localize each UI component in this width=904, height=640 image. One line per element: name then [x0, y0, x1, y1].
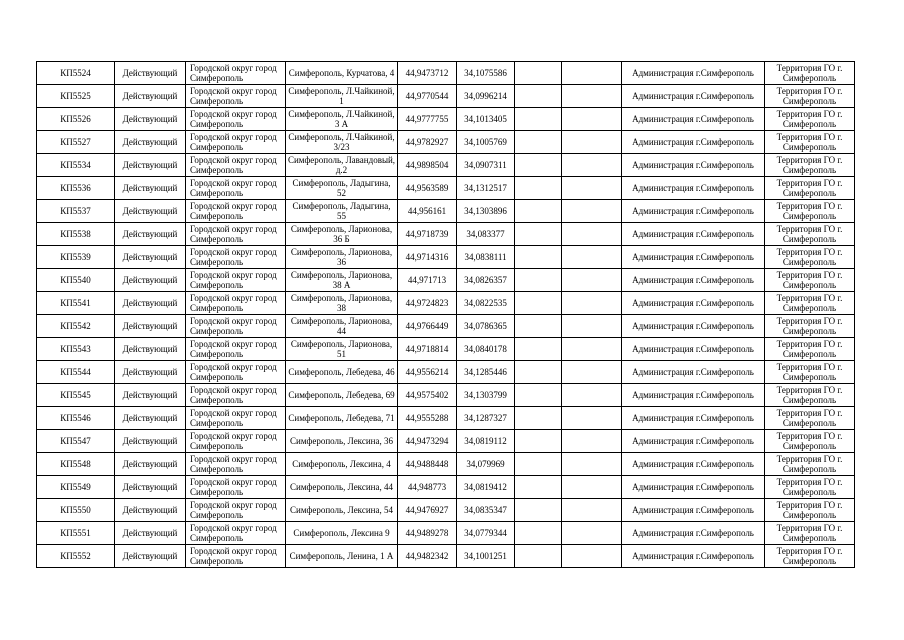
empty-cell [515, 200, 562, 223]
empty-cell [515, 85, 562, 108]
empty-cell [515, 246, 562, 269]
address-cell: Симферополь, Лексина, 4 [286, 453, 398, 476]
empty-cell [515, 476, 562, 499]
latitude-cell: 44,9770544 [398, 85, 457, 108]
latitude-cell: 44,9473294 [398, 430, 457, 453]
status-cell: Действующий [115, 522, 186, 545]
table-row [37, 131, 855, 154]
empty-cell [515, 131, 562, 154]
point-id-cell: КП5536 [37, 177, 115, 200]
table-row [37, 430, 855, 453]
empty-cell [515, 338, 562, 361]
empty-cell [515, 177, 562, 200]
point-id-cell: КП5537 [37, 200, 115, 223]
latitude-cell: 44,9556214 [398, 361, 457, 384]
point-id-cell: КП5524 [37, 62, 115, 85]
empty-cell [562, 292, 622, 315]
empty-cell [562, 108, 622, 131]
table-row [37, 269, 855, 292]
district-cell: Городской округ город Симферополь [186, 223, 286, 246]
point-id-cell: КП5550 [37, 499, 115, 522]
point-id-cell: КП5527 [37, 131, 115, 154]
table-row [37, 476, 855, 499]
table-row [37, 108, 855, 131]
address-cell: Симферополь, Ларионова, 38 [286, 292, 398, 315]
empty-cell [515, 407, 562, 430]
status-cell: Действующий [115, 545, 186, 568]
address-cell: Симферополь, Ладыгина, 52 [286, 177, 398, 200]
district-cell: Городской округ город Симферополь [186, 545, 286, 568]
longitude-cell: 34,0838111 [457, 246, 515, 269]
table-row [37, 338, 855, 361]
empty-cell [515, 453, 562, 476]
empty-cell [515, 154, 562, 177]
owner-cell: Администрация г.Симферополь [622, 246, 765, 269]
owner-cell: Администрация г.Симферополь [622, 499, 765, 522]
table-row [37, 499, 855, 522]
empty-cell [515, 292, 562, 315]
latitude-cell: 44,9718814 [398, 338, 457, 361]
longitude-cell: 34,1001251 [457, 545, 515, 568]
empty-cell [562, 453, 622, 476]
point-id-cell: КП5548 [37, 453, 115, 476]
district-cell: Городской округ город Симферополь [186, 407, 286, 430]
address-cell: Симферополь, Лебедева, 69 [286, 384, 398, 407]
longitude-cell: 34,1285446 [457, 361, 515, 384]
status-cell: Действующий [115, 154, 186, 177]
empty-cell [562, 407, 622, 430]
district-cell: Городской округ город Симферополь [186, 361, 286, 384]
status-cell: Действующий [115, 499, 186, 522]
latitude-cell: 44,971713 [398, 269, 457, 292]
territory-cell: Территория ГО г. Симферополь [765, 545, 855, 568]
district-cell: Городской округ город Симферополь [186, 62, 286, 85]
territory-cell: Территория ГО г. Симферополь [765, 85, 855, 108]
district-cell: Городской округ город Симферополь [186, 315, 286, 338]
territory-cell: Территория ГО г. Симферополь [765, 315, 855, 338]
address-cell: Симферополь, Курчатова, 4 [286, 62, 398, 85]
district-cell: Городской округ город Симферополь [186, 177, 286, 200]
empty-cell [562, 62, 622, 85]
table-row [37, 200, 855, 223]
status-cell: Действующий [115, 131, 186, 154]
territory-cell: Территория ГО г. Симферополь [765, 292, 855, 315]
address-cell: Симферополь, Лексина, 54 [286, 499, 398, 522]
territory-cell: Территория ГО г. Симферополь [765, 62, 855, 85]
table-body [37, 62, 855, 568]
address-cell: Симферополь, Лексина 9 [286, 522, 398, 545]
district-cell: Городской округ город Симферополь [186, 338, 286, 361]
status-cell: Действующий [115, 177, 186, 200]
longitude-cell: 34,0786365 [457, 315, 515, 338]
longitude-cell: 34,079969 [457, 453, 515, 476]
latitude-cell: 44,9724823 [398, 292, 457, 315]
longitude-cell: 34,0996214 [457, 85, 515, 108]
longitude-cell: 34,1312517 [457, 177, 515, 200]
district-cell: Городской округ город Симферополь [186, 269, 286, 292]
owner-cell: Администрация г.Симферополь [622, 108, 765, 131]
point-id-cell: КП5526 [37, 108, 115, 131]
district-cell: Городской округ город Симферополь [186, 292, 286, 315]
latitude-cell: 44,9473712 [398, 62, 457, 85]
point-id-cell: КП5551 [37, 522, 115, 545]
empty-cell [562, 361, 622, 384]
address-cell: Симферополь, Ларионова, 38 А [286, 269, 398, 292]
empty-cell [515, 62, 562, 85]
table-row [37, 361, 855, 384]
address-cell: Симферополь, Л.Чайкиной, 3 А [286, 108, 398, 131]
address-cell: Симферополь, Лебедева, 46 [286, 361, 398, 384]
territory-cell: Территория ГО г. Симферополь [765, 476, 855, 499]
empty-cell [562, 430, 622, 453]
table-row [37, 154, 855, 177]
address-cell: Симферополь, Ларионова, 51 [286, 338, 398, 361]
table-row [37, 62, 855, 85]
point-id-cell: КП5534 [37, 154, 115, 177]
status-cell: Действующий [115, 269, 186, 292]
address-cell: Симферополь, Лавандовый, д.2 [286, 154, 398, 177]
territory-cell: Территория ГО г. Симферополь [765, 499, 855, 522]
empty-cell [562, 200, 622, 223]
longitude-cell: 34,0840178 [457, 338, 515, 361]
empty-cell [515, 269, 562, 292]
empty-cell [515, 545, 562, 568]
point-id-cell: КП5549 [37, 476, 115, 499]
table-row [37, 292, 855, 315]
longitude-cell: 34,083377 [457, 223, 515, 246]
status-cell: Действующий [115, 85, 186, 108]
district-cell: Городской округ город Симферополь [186, 108, 286, 131]
empty-cell [515, 223, 562, 246]
empty-cell [562, 476, 622, 499]
district-cell: Городской округ город Симферополь [186, 384, 286, 407]
address-cell: Симферополь, Ладыгина, 55 [286, 200, 398, 223]
address-cell: Симферополь, Лексина, 44 [286, 476, 398, 499]
empty-cell [562, 269, 622, 292]
table-row [37, 407, 855, 430]
table-row [37, 177, 855, 200]
district-cell: Городской округ город Симферополь [186, 200, 286, 223]
owner-cell: Администрация г.Симферополь [622, 338, 765, 361]
latitude-cell: 44,9898504 [398, 154, 457, 177]
owner-cell: Администрация г.Симферополь [622, 315, 765, 338]
district-cell: Городской округ город Симферополь [186, 522, 286, 545]
owner-cell: Администрация г.Симферополь [622, 177, 765, 200]
point-id-cell: КП5539 [37, 246, 115, 269]
status-cell: Действующий [115, 407, 186, 430]
point-id-cell: КП5546 [37, 407, 115, 430]
latitude-cell: 44,9714316 [398, 246, 457, 269]
empty-cell [515, 315, 562, 338]
latitude-cell: 44,9766449 [398, 315, 457, 338]
point-id-cell: КП5541 [37, 292, 115, 315]
point-id-cell: КП5540 [37, 269, 115, 292]
status-cell: Действующий [115, 292, 186, 315]
table-row [37, 315, 855, 338]
territory-cell: Территория ГО г. Симферополь [765, 384, 855, 407]
status-cell: Действующий [115, 361, 186, 384]
address-cell: Симферополь, Ларионова, 44 [286, 315, 398, 338]
empty-cell [562, 315, 622, 338]
address-cell: Симферополь, Л.Чайкиной, 3/23 [286, 131, 398, 154]
owner-cell: Администрация г.Симферополь [622, 62, 765, 85]
latitude-cell: 44,956161 [398, 200, 457, 223]
territory-cell: Территория ГО г. Симферополь [765, 407, 855, 430]
status-cell: Действующий [115, 62, 186, 85]
owner-cell: Администрация г.Симферополь [622, 407, 765, 430]
district-cell: Городской округ город Симферополь [186, 430, 286, 453]
longitude-cell: 34,1005769 [457, 131, 515, 154]
status-cell: Действующий [115, 315, 186, 338]
empty-cell [562, 545, 622, 568]
empty-cell [515, 361, 562, 384]
point-id-cell: КП5552 [37, 545, 115, 568]
territory-cell: Территория ГО г. Симферополь [765, 246, 855, 269]
district-cell: Городской округ город Симферополь [186, 131, 286, 154]
address-cell: Симферополь, Л.Чайкиной, 1 [286, 85, 398, 108]
point-id-cell: КП5538 [37, 223, 115, 246]
status-cell: Действующий [115, 338, 186, 361]
table-row [37, 85, 855, 108]
empty-cell [515, 108, 562, 131]
empty-cell [562, 338, 622, 361]
table-row [37, 453, 855, 476]
owner-cell: Администрация г.Симферополь [622, 292, 765, 315]
table-row [37, 545, 855, 568]
status-cell: Действующий [115, 223, 186, 246]
empty-cell [562, 384, 622, 407]
owner-cell: Администрация г.Симферополь [622, 223, 765, 246]
empty-cell [562, 223, 622, 246]
empty-cell [562, 499, 622, 522]
empty-cell [515, 499, 562, 522]
territory-cell: Территория ГО г. Симферополь [765, 131, 855, 154]
latitude-cell: 44,9555288 [398, 407, 457, 430]
point-id-cell: КП5542 [37, 315, 115, 338]
territory-cell: Территория ГО г. Симферополь [765, 177, 855, 200]
longitude-cell: 34,1075586 [457, 62, 515, 85]
latitude-cell: 44,9782927 [398, 131, 457, 154]
owner-cell: Администрация г.Симферополь [622, 131, 765, 154]
district-cell: Городской округ город Симферополь [186, 246, 286, 269]
empty-cell [562, 154, 622, 177]
table-row [37, 384, 855, 407]
territory-cell: Территория ГО г. Симферополь [765, 338, 855, 361]
longitude-cell: 34,0819112 [457, 430, 515, 453]
territory-cell: Территория ГО г. Симферополь [765, 154, 855, 177]
owner-cell: Администрация г.Симферополь [622, 361, 765, 384]
owner-cell: Администрация г.Симферополь [622, 476, 765, 499]
table-row [37, 246, 855, 269]
territory-cell: Территория ГО г. Симферополь [765, 522, 855, 545]
empty-cell [562, 131, 622, 154]
point-id-cell: КП5543 [37, 338, 115, 361]
latitude-cell: 44,9563589 [398, 177, 457, 200]
empty-cell [562, 177, 622, 200]
owner-cell: Администрация г.Симферополь [622, 453, 765, 476]
territory-cell: Территория ГО г. Симферополь [765, 453, 855, 476]
longitude-cell: 34,1303799 [457, 384, 515, 407]
owner-cell: Администрация г.Симферополь [622, 85, 765, 108]
longitude-cell: 34,1287327 [457, 407, 515, 430]
longitude-cell: 34,0819412 [457, 476, 515, 499]
status-cell: Действующий [115, 453, 186, 476]
district-cell: Городской округ город Симферополь [186, 85, 286, 108]
address-cell: Симферополь, Лексина, 36 [286, 430, 398, 453]
latitude-cell: 44,9777755 [398, 108, 457, 131]
owner-cell: Администрация г.Симферополь [622, 200, 765, 223]
status-cell: Действующий [115, 246, 186, 269]
territory-cell: Территория ГО г. Симферополь [765, 430, 855, 453]
address-cell: Симферополь, Ларионова, 36 [286, 246, 398, 269]
territory-cell: Территория ГО г. Симферополь [765, 361, 855, 384]
latitude-cell: 44,9482342 [398, 545, 457, 568]
table-row [37, 522, 855, 545]
point-id-cell: КП5525 [37, 85, 115, 108]
latitude-cell: 44,948773 [398, 476, 457, 499]
longitude-cell: 34,0822535 [457, 292, 515, 315]
point-id-cell: КП5545 [37, 384, 115, 407]
longitude-cell: 34,0779344 [457, 522, 515, 545]
address-cell: Симферополь, Лебедева, 71 [286, 407, 398, 430]
owner-cell: Администрация г.Симферополь [622, 545, 765, 568]
empty-cell [515, 430, 562, 453]
status-cell: Действующий [115, 200, 186, 223]
empty-cell [562, 85, 622, 108]
empty-cell [515, 522, 562, 545]
longitude-cell: 34,0826357 [457, 269, 515, 292]
empty-cell [562, 246, 622, 269]
address-cell: Симферополь, Ларионова, 36 Б [286, 223, 398, 246]
longitude-cell: 34,0907311 [457, 154, 515, 177]
status-cell: Действующий [115, 108, 186, 131]
address-cell: Симферополь, Ленина, 1 А [286, 545, 398, 568]
latitude-cell: 44,9488448 [398, 453, 457, 476]
status-cell: Действующий [115, 476, 186, 499]
empty-cell [515, 384, 562, 407]
status-cell: Действующий [115, 430, 186, 453]
table-row [37, 223, 855, 246]
point-id-cell: КП5547 [37, 430, 115, 453]
owner-cell: Администрация г.Симферополь [622, 269, 765, 292]
latitude-cell: 44,9718739 [398, 223, 457, 246]
district-cell: Городской округ город Симферополь [186, 453, 286, 476]
point-id-cell: КП5544 [37, 361, 115, 384]
longitude-cell: 34,1303896 [457, 200, 515, 223]
territory-cell: Территория ГО г. Симферополь [765, 223, 855, 246]
latitude-cell: 44,9489278 [398, 522, 457, 545]
owner-cell: Администрация г.Симферополь [622, 430, 765, 453]
longitude-cell: 34,1013405 [457, 108, 515, 131]
owner-cell: Администрация г.Симферополь [622, 384, 765, 407]
territory-cell: Территория ГО г. Симферополь [765, 269, 855, 292]
district-cell: Городской округ город Симферополь [186, 476, 286, 499]
status-cell: Действующий [115, 384, 186, 407]
territory-cell: Территория ГО г. Симферополь [765, 108, 855, 131]
owner-cell: Администрация г.Симферополь [622, 522, 765, 545]
latitude-cell: 44,9575402 [398, 384, 457, 407]
latitude-cell: 44,9476927 [398, 499, 457, 522]
district-cell: Городской округ город Симферополь [186, 154, 286, 177]
territory-cell: Территория ГО г. Симферополь [765, 200, 855, 223]
owner-cell: Администрация г.Симферополь [622, 154, 765, 177]
empty-cell [562, 522, 622, 545]
district-cell: Городской округ город Симферополь [186, 499, 286, 522]
data-table [36, 61, 855, 568]
longitude-cell: 34,0835347 [457, 499, 515, 522]
